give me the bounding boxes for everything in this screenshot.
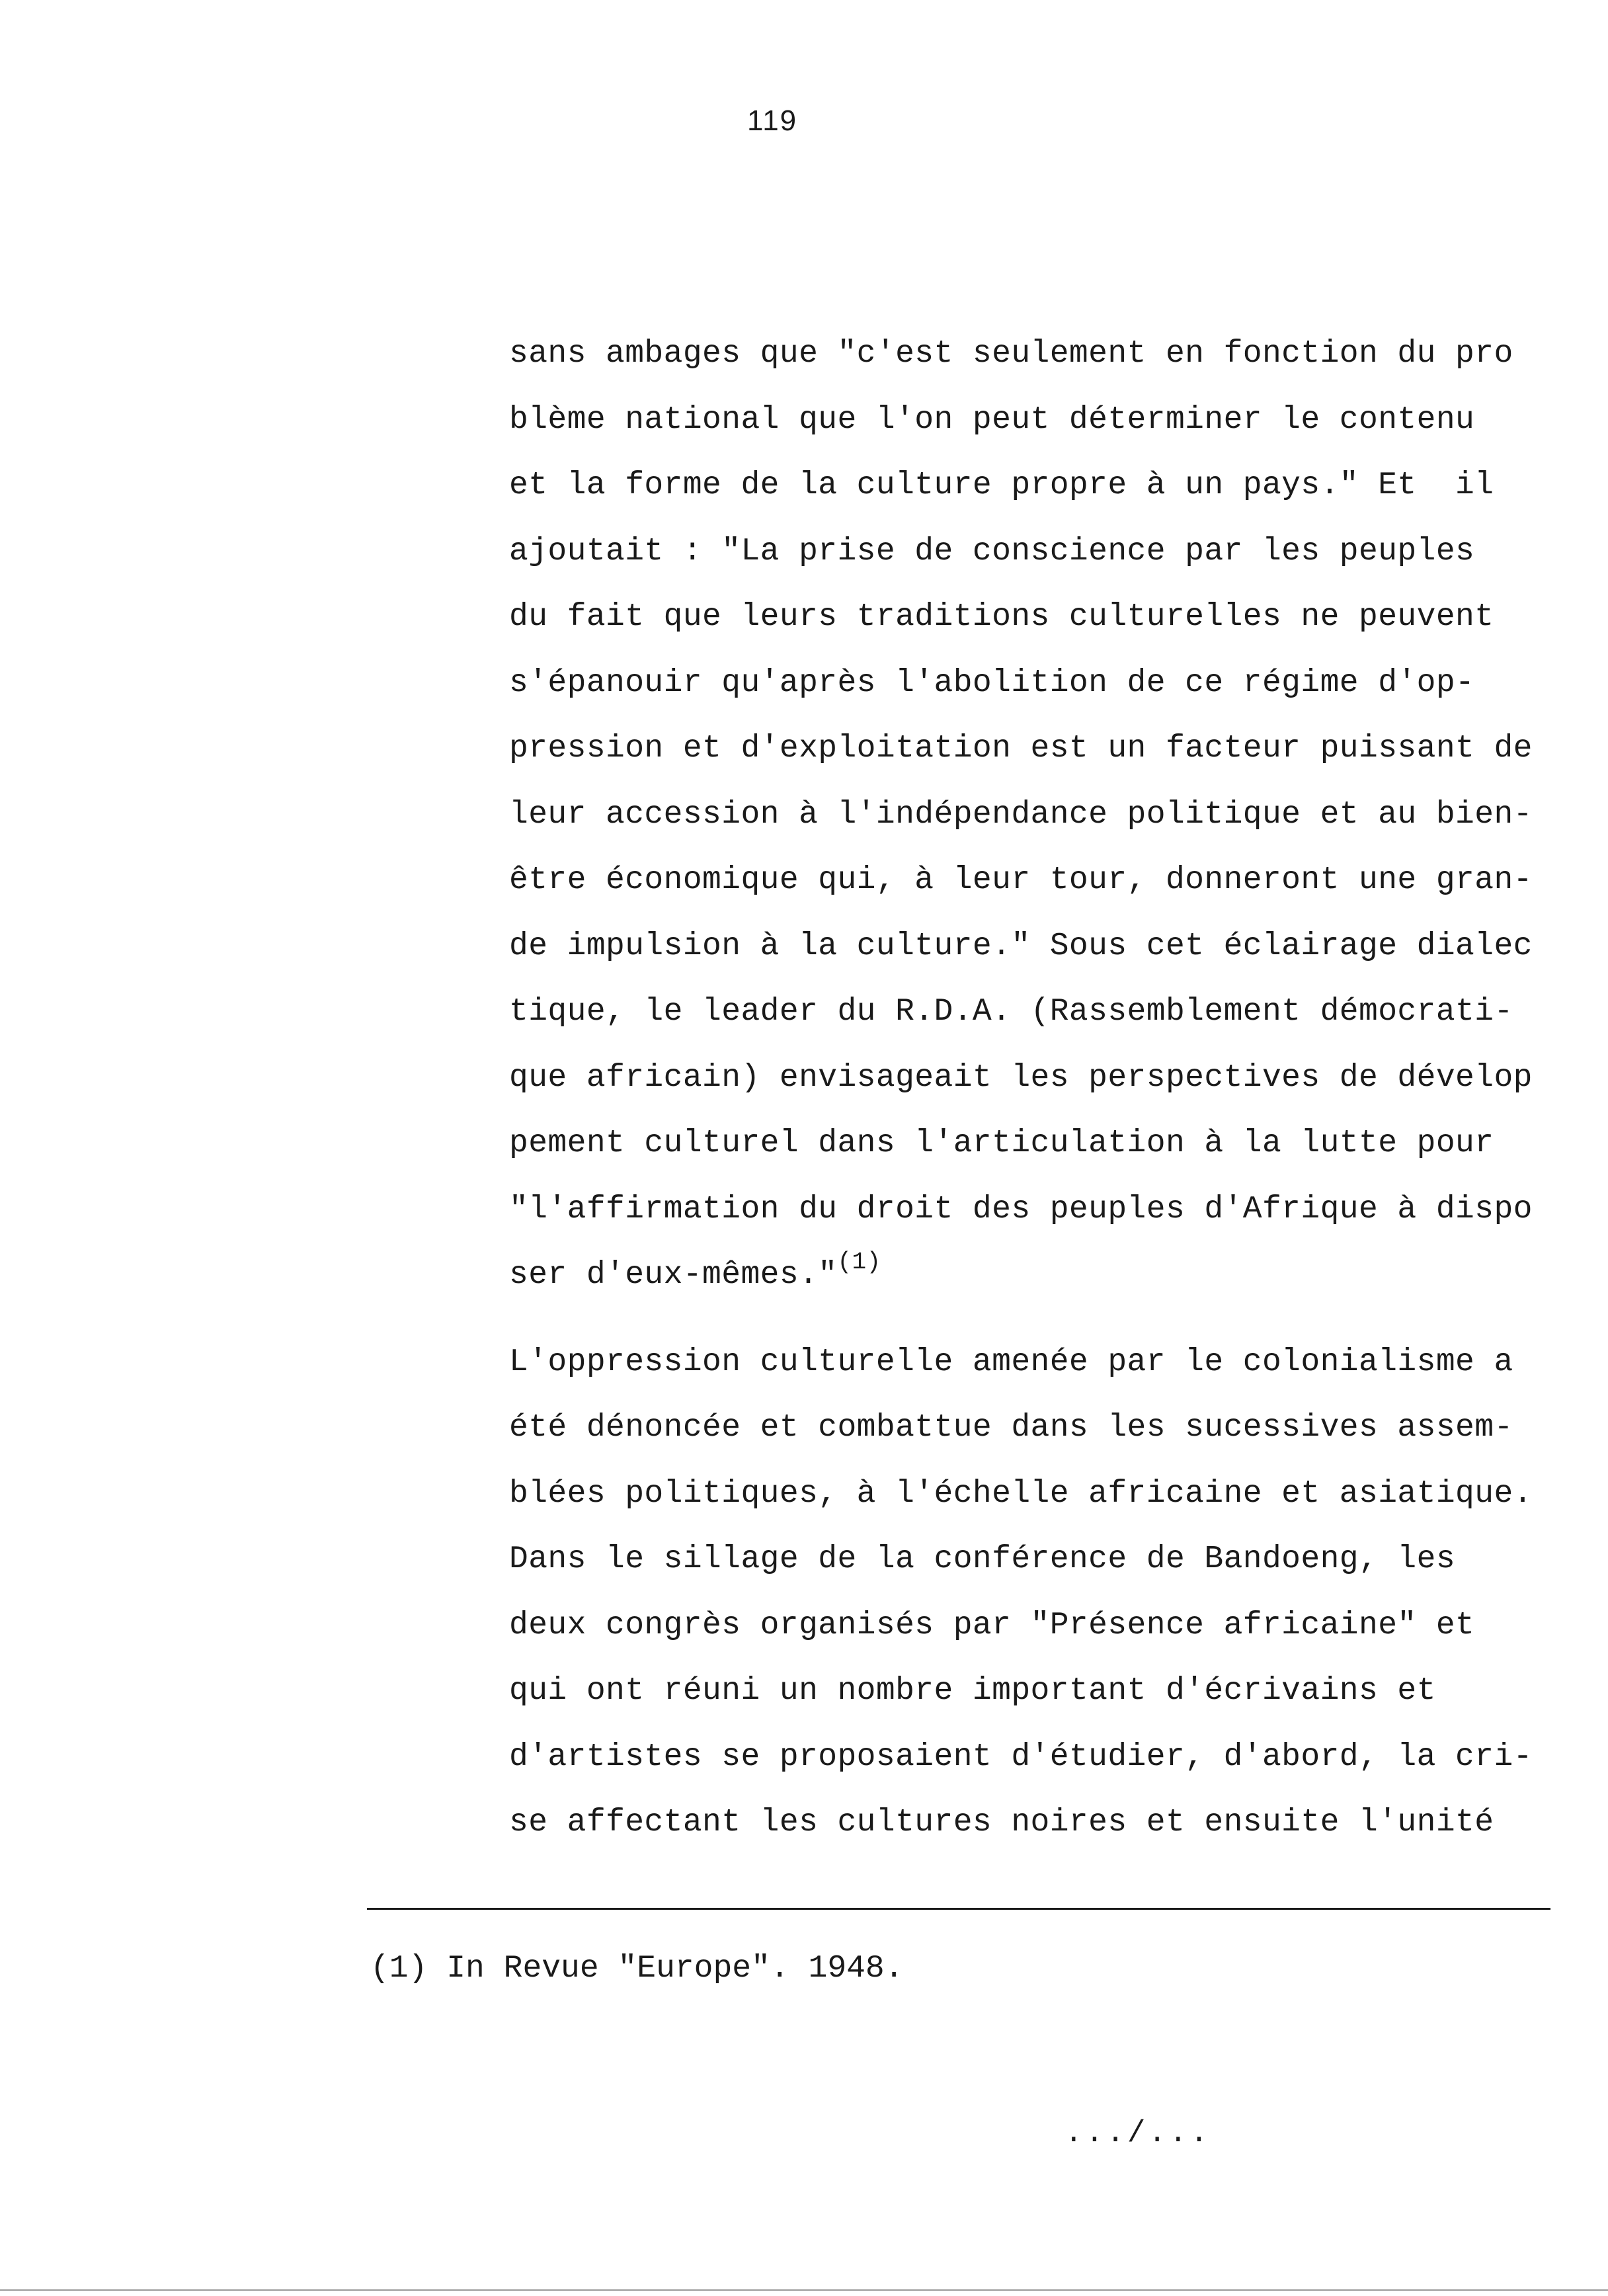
text-line: sans ambages que "c'est seulement en fonction du pro <box>509 336 1513 372</box>
text-line: pement culturel dans l'articulation à la lutte pour <box>509 1126 1494 1161</box>
text-line: deux congrès organisés par "Présence africaine" et <box>509 1607 1475 1643</box>
text-line: tique, le leader du R.D.A. (Rassemblement démocrati- <box>509 994 1513 1030</box>
footnote-divider <box>367 1908 1550 1910</box>
footnote-text: (1) In Revue "Europe". 1948. <box>370 1951 904 1987</box>
continuation-mark: .../... <box>1065 2116 1211 2151</box>
text-line: que africain) envisageait les perspectives de dévelop <box>509 1059 1533 1096</box>
text-line: qui ont réuni un nombre important d'écrivains et <box>509 1673 1436 1709</box>
text-line: été dénoncée et combattue dans les sucessives assem- <box>509 1410 1513 1446</box>
text-line: se affectant les cultures noires et ensuite l'unité <box>509 1805 1494 1840</box>
text-line: et la forme de la culture propre à un pays." Et il <box>509 468 1494 503</box>
text-line: "l'affirmation du droit des peuples d'Afrique à dispo <box>509 1191 1533 1227</box>
body-text <box>509 334 1580 1869</box>
text-line: blème national que l'on peut déterminer le contenu <box>509 401 1475 438</box>
text-line: blées politiques, à l'échelle africaine et asiatique. <box>509 1475 1533 1512</box>
text-line: ajoutait : "La prise de conscience par les peuples <box>509 533 1475 569</box>
page-bottom-edge <box>0 2289 1608 2291</box>
text-line: de impulsion à la culture." Sous cet éclairage dialec <box>509 928 1533 964</box>
paragraph-end-text: ser d'eux-mêmes." <box>509 1257 838 1293</box>
text-line: pression et d'exploitation est un facteur puissant de <box>509 731 1533 766</box>
paragraph-gap <box>509 1321 1580 1342</box>
footnote-reference: (1) <box>837 1249 881 1276</box>
text-line: être économique qui, à leur tour, donneront une gran- <box>509 862 1533 898</box>
page-number: 119 <box>747 104 798 137</box>
text-line-last <box>509 1249 1580 1321</box>
text-line: du fait que leurs traditions culturelles ne peuvent <box>509 599 1494 635</box>
text-line: Dans le sillage de la conférence de Bandoeng, les <box>509 1541 1456 1577</box>
text-line: d'artistes se proposaient d'étudier, d'abord, la cri- <box>509 1739 1533 1775</box>
text-line: s'épanouir qu'après l'abolition de ce régime d'op- <box>509 665 1475 701</box>
text-line: L'oppression culturelle amenée par le colonialisme a <box>509 1344 1513 1380</box>
text-line: leur accession à l'indépendance politique et au bien- <box>509 796 1533 833</box>
